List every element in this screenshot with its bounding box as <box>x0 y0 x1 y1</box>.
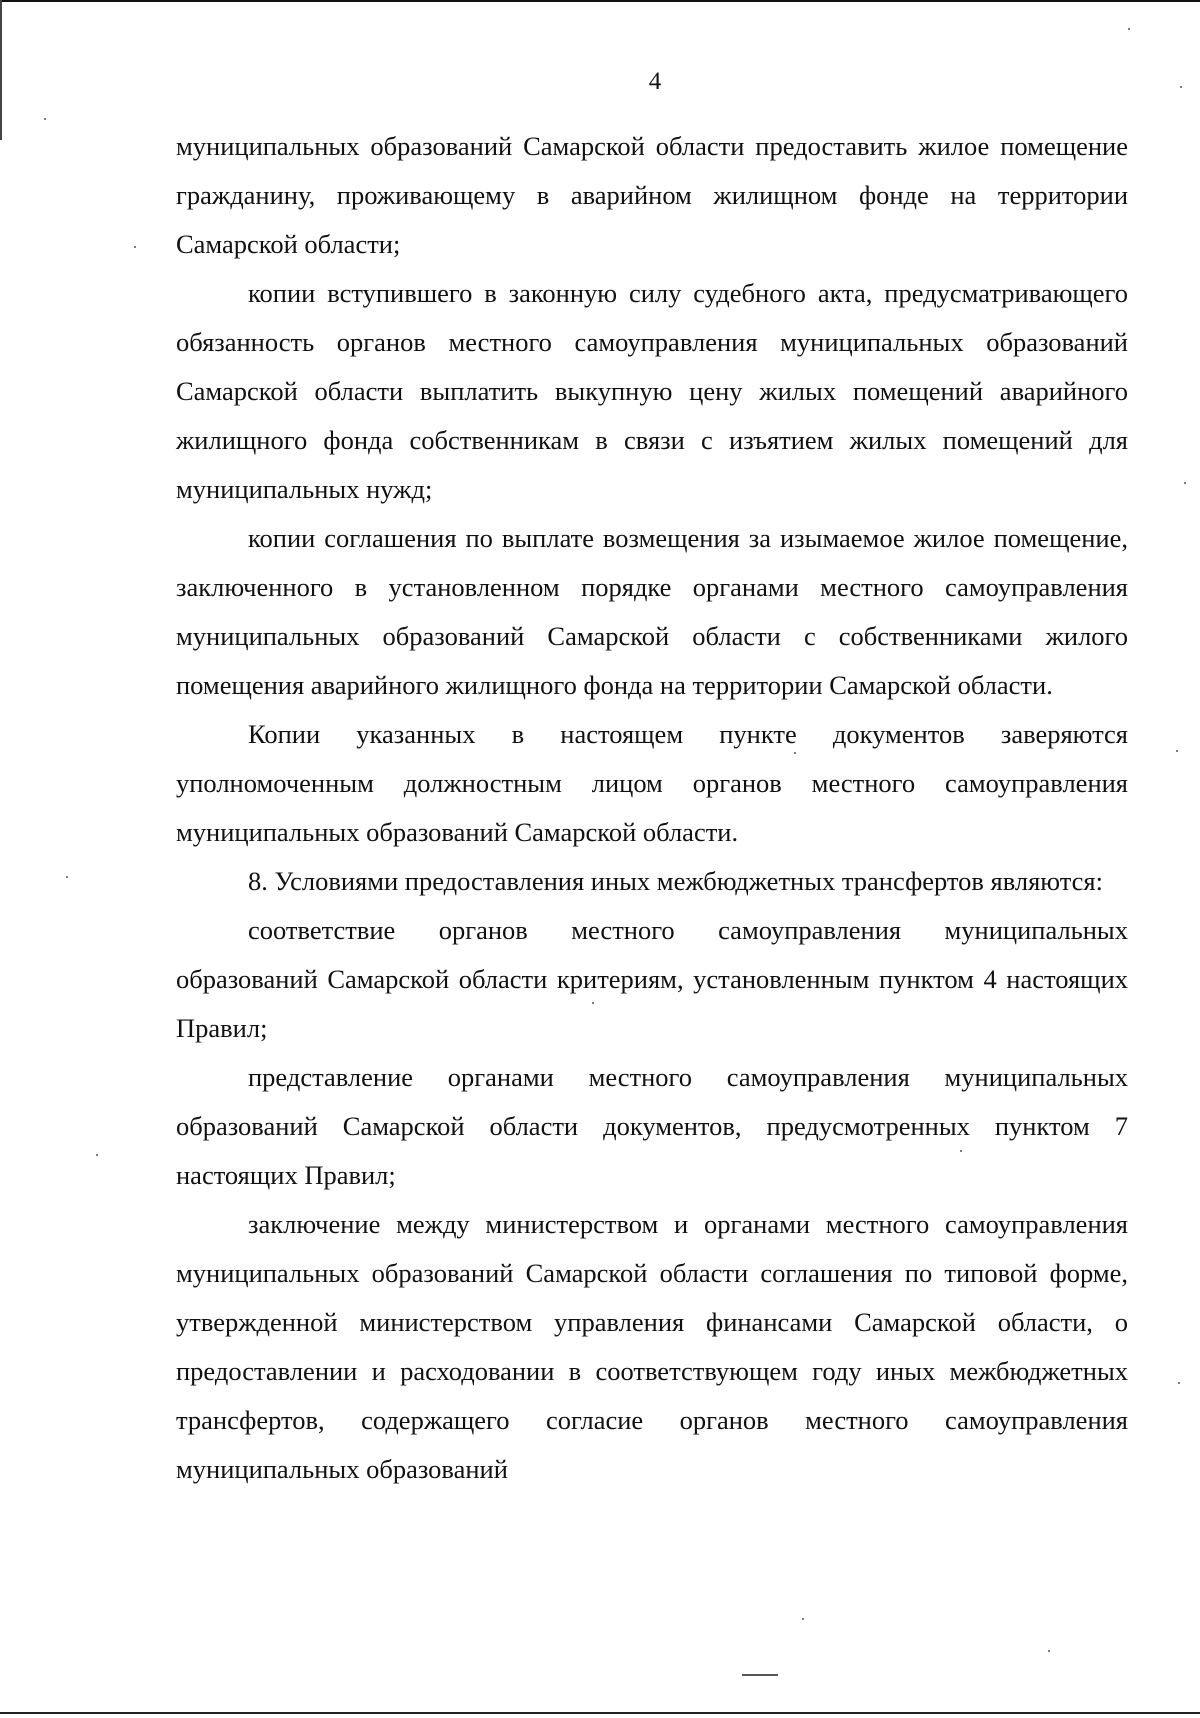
page-number: 4 <box>648 68 662 95</box>
scan-speck <box>1180 86 1182 88</box>
initials-mark <box>742 1664 778 1676</box>
scan-edge-top <box>0 0 1200 2</box>
paragraph-criteria-compliance: соответствие органов местного самоуправления муниципальных образований Самарской области критериям, установленным пунктом 4 настоящих Правил; <box>176 915 1128 1043</box>
scan-speck <box>1048 1650 1050 1652</box>
scan-speck <box>66 876 68 878</box>
paragraph-agreement-conclusion: заключение между министерством и органами местного самоуправления муниципальных образований Самарской области соглашения по типовой форме, утвержденной министерством управления финансами Самарской области, о предоставлении и расходовании в соответствующем году иных межбюджетных трансфертов, содержащего согласие органов местного самоуправления муниципальных образований <box>176 1209 1128 1484</box>
scan-speck <box>96 1154 98 1156</box>
scan-speck <box>1178 1382 1180 1384</box>
scan-speck <box>960 1150 962 1152</box>
paragraph-court-act-copy: копии вступившего в законную силу судебного акта, предусматривающего обязанность органов местного самоуправления муниципальных образований Самарской области выплатить выкупную цену жилых помещений аварийного жилищного фонда собственникам в связи с изъятием жилых помещений для муниципальных нужд; <box>176 278 1128 504</box>
scan-edge-bottom <box>0 1712 1200 1714</box>
scan-speck <box>1184 482 1186 484</box>
scan-speck <box>794 752 796 754</box>
scan-speck <box>802 1618 804 1620</box>
paragraph-documents-submission: представление органами местного самоуправления муниципальных образований Самарской области документов, предусмотренных пунктом 7 настоящих Правил; <box>176 1062 1128 1190</box>
paragraph-copies-certification: Копии указанных в настоящем пункте документов заверяются уполномоченным должностным лицом органов местного самоуправления муниципальных образований Самарской области. <box>176 719 1128 847</box>
paragraph-agreement-copy: копии соглашения по выплате возмещения за изымаемое жилое помещение, заключенного в установленном порядке органами местного самоуправления муниципальных образований Самарской области с собственниками жилого помещения аварийного жилищного фонда на территории Самарской области. <box>176 523 1128 700</box>
document-body <box>176 122 1128 1494</box>
scan-speck <box>1176 750 1178 752</box>
scan-speck <box>44 118 46 120</box>
scan-speck <box>1128 28 1130 30</box>
scan-speck <box>592 1002 594 1004</box>
paragraph-continuation: муниципальных образований Самарской области предоставить жилое помещение гражданину, проживающему в аварийном жилищном фонде на территории Самарской области; <box>176 131 1128 259</box>
scan-speck <box>134 246 136 248</box>
paragraph-clause-8: 8. Условиями предоставления иных межбюджетных трансфертов являются: <box>248 866 1103 896</box>
